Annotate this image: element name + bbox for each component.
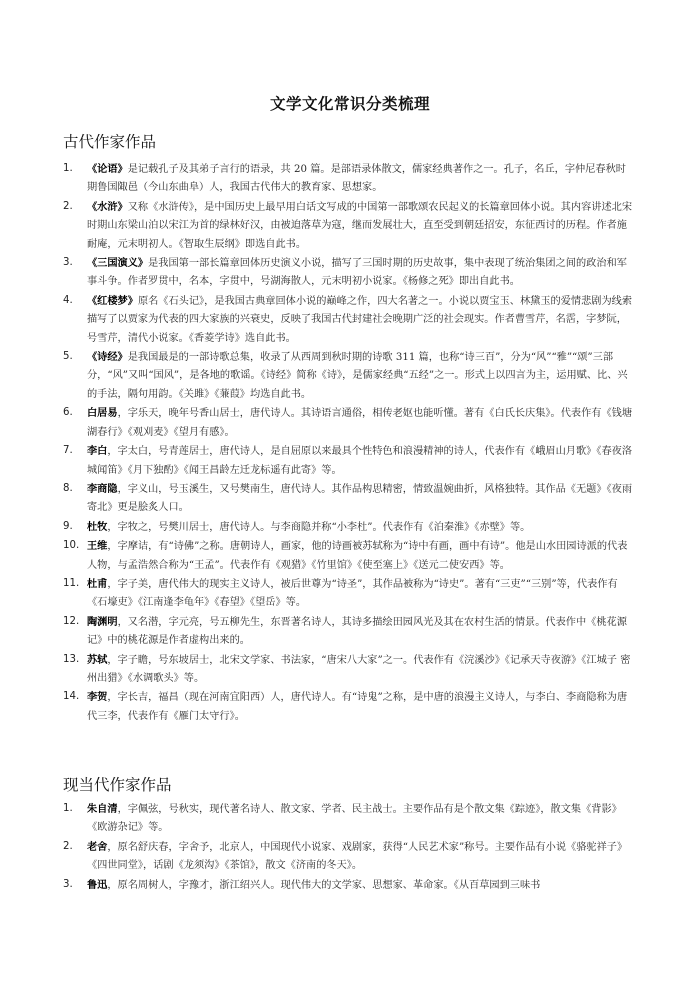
work-name: 杜甫 (87, 577, 108, 590)
item-number: 1. (63, 163, 73, 174)
item-number: 14. (63, 691, 80, 703)
item-number: 7. (63, 445, 73, 457)
work-description: 是我国第一部长篇章回体历史演义小说，描写了三国时期的历史故事，集中表现了统治集团之间的政治和军事斗争。作者罗贯中，名本，字贯中，号湖海散人，元末明初小说家。《杨修之死》即出自此书。 (87, 258, 627, 288)
modern-works-list (63, 800, 633, 895)
work-name: 《论语》 (87, 163, 128, 175)
item-number: 12. (63, 615, 80, 627)
list-item (63, 404, 633, 442)
item-number: 4. (63, 294, 73, 306)
work-description: ，字义山，号玉溪生，又号樊南生，唐代诗人。其作品构思精密，情致温婉曲折，风格独特。其作品《无题》《夜雨寄北》更是脍炙人口。 (87, 483, 633, 514)
list-item (63, 160, 633, 198)
work-description: ，字长吉，福昌（现在河南宜阳西）人，唐代诗人。有“诗鬼”之称，是中唐的浪漫主义诗人，与李白、李商隐称为唐代三李，代表作有《雁门太守行》。 (87, 692, 628, 722)
section-heading-modern: 现当代作家作品 (63, 776, 172, 794)
work-name: 李商隐 (87, 482, 118, 495)
work-description: 是记载孔子及其弟子言行的语录，共 20 篇。是部语录体散文，儒家经典著作之一。孔子，名丘，字仲尼春秋时期鲁国陬邑（今山东曲阜）人，我国古代伟大的教育家、思想家。 (87, 164, 626, 194)
list-item (63, 480, 633, 518)
item-number: 11. (63, 577, 80, 589)
list-item (63, 198, 633, 254)
list-item (63, 800, 633, 838)
ancient-works-list (63, 160, 633, 726)
work-name: 《三国演义》 (87, 257, 149, 270)
work-name: 白居易 (87, 407, 118, 420)
list-item (63, 876, 633, 895)
work-description: 是我国最是的一部诗歌总集，收录了从西周到秋时期的诗歌 311 篇，也称“诗三百”，分为“风”“雅”“颂”三部分，“风”又叫“国风”，是各地的歌谣。《诗经》简称《诗》，是儒家经典“五经”之一。形式上以四言为主，运用赋、比、兴的手法，隔句用韵。《关雎》《蒹葭》均选自此书。 (87, 352, 628, 400)
work-description: ，又名潜，字元亮，号五柳先生，东晋著名诗人，其诗多描绘田园风光及其在农村生活的情景。代表作中《桃花源记》中的桃花源是作者虚构出来的。 (87, 616, 627, 647)
work-description: ，字牧之，号樊川居士，唐代诗人。与李商隐并称“小李杜”。代表作有《泊秦淮》《赤壁》等。 (107, 521, 531, 533)
item-number: 2. (63, 840, 73, 852)
work-name: 朱自清 (87, 803, 118, 815)
work-name: 《红楼梦》 (87, 294, 138, 307)
work-description: ，字太白，号青莲居士，唐代诗人，是自屈原以来最具个性特色和浪漫精神的诗人，代表作有《峨眉山月歌》《春夜洛城闻笛》《月下独酌》《闻王昌龄左迁龙标遥有此寄》等。 (87, 446, 633, 476)
item-number: 3. (63, 257, 73, 269)
work-name: 苏轼 (87, 653, 108, 666)
work-name: 杜牧 (87, 520, 108, 533)
item-number: 8. (63, 482, 73, 494)
work-name: 李贺 (87, 691, 108, 704)
work-description: 原名《石头记》，是我国古典章回体小说的巅峰之作，四大名著之一。小说以贾宝玉、林黛玉的爱情悲剧为线索描写了以贾家为代表的四大家族的兴衰史，反映了我国古代封建社会晚期广泛的社会现实。作者曹雪芹，名霑，字梦阮，号雪芹，清代小说家。《香菱学诗》选自此书。 (87, 295, 633, 344)
list-item (63, 537, 633, 575)
work-name: 李白 (87, 445, 108, 458)
work-name: 陶渊明 (87, 615, 118, 628)
work-description: ，字乐天，晚年号香山居士，唐代诗人。其诗语言通俗，相传老妪也能听懂。著有《白氏长庆集》。代表作有《钱塘湖春行》《观刈麦》《望月有感》。 (87, 408, 633, 438)
item-number: 3. (63, 878, 73, 890)
work-name: 鲁迅 (87, 878, 108, 891)
item-number: 9. (63, 520, 73, 532)
work-description: ，字佩弦，号秋实，现代著名诗人、散文家、学者、民主战士。主要作品有是个散文集《踪迹》，散文集《背影》《欧游杂记》等。 (87, 804, 622, 834)
item-number: 2. (63, 200, 73, 212)
list-item (63, 838, 633, 876)
list-item (63, 575, 633, 613)
list-item (63, 651, 633, 689)
page-title: 文学文化常识分类梳理 (269, 95, 430, 113)
list-item (63, 442, 633, 480)
list-item (63, 688, 633, 726)
list-item (63, 254, 633, 292)
list-item (63, 518, 633, 537)
work-name: 《水浒》 (87, 200, 128, 213)
work-description: ，字子瞻，号东坡居士，北宋文学家、书法家，“唐宋八大家”之一。代表作有《浣溪沙》《记承天寺夜游》《江城子 密州出猎》《水调歌头》等。 (87, 654, 631, 684)
work-description: ，字子美，唐代伟大的现实主义诗人，被后世尊为“诗圣”，其作品被称为“诗史”。著有“三吏”“三别”等，代表作有《石壕吏》《江南逢李龟年》《春望》《望岳》等。 (87, 578, 618, 609)
work-name: 老舍 (87, 840, 108, 853)
item-number: 1. (63, 803, 73, 814)
work-description: ，原名舒庆春，字舍予，北京人，中国现代小说家、戏剧家，获得“人民艺术家”称号。主要作品有小说《骆驼祥子》《四世同堂》，话剧《龙须沟》《茶馆》，散文《济南的冬天》。 (87, 841, 628, 872)
list-item (63, 613, 633, 651)
list-item (63, 348, 633, 404)
work-description: 又称《水浒传》，是中国历史上最早用白话文写成的中国第一部歌颂农民起义的长篇章回体小说。其内容讲述北宋时期山东梁山泊以宋江为首的绿林好汉，由被迫落草为寇，继而发展壮大，直至受到朝廷招安，东征西讨的历程。作者施耐庵，元末明初人。《智取生辰纲》即选自此书。 (87, 201, 633, 250)
item-number: 13. (63, 653, 80, 665)
list-item (63, 292, 633, 348)
item-number: 5. (63, 351, 73, 363)
work-description: ，原名周树人，字豫才，浙江绍兴人。现代伟大的文学家、思想家、革命家。《从百草园到三味书 (107, 879, 541, 891)
item-number: 6. (63, 407, 73, 419)
section-heading-ancient: 古代作家作品 (63, 133, 157, 151)
item-number: 10. (63, 540, 80, 552)
work-description: ，字摩诘，有“诗佛”之称。唐朝诗人，画家，他的诗画被苏轼称为“诗中有画，画中有诗”。他是山水田园诗派的代表人物，与孟浩然合称为“王孟”。代表作有《观猎》《竹里馆》《使至塞上》《送元二使安西》等。 (87, 541, 628, 571)
work-name: 王维 (87, 540, 108, 553)
work-name: 《诗经》 (87, 351, 128, 364)
